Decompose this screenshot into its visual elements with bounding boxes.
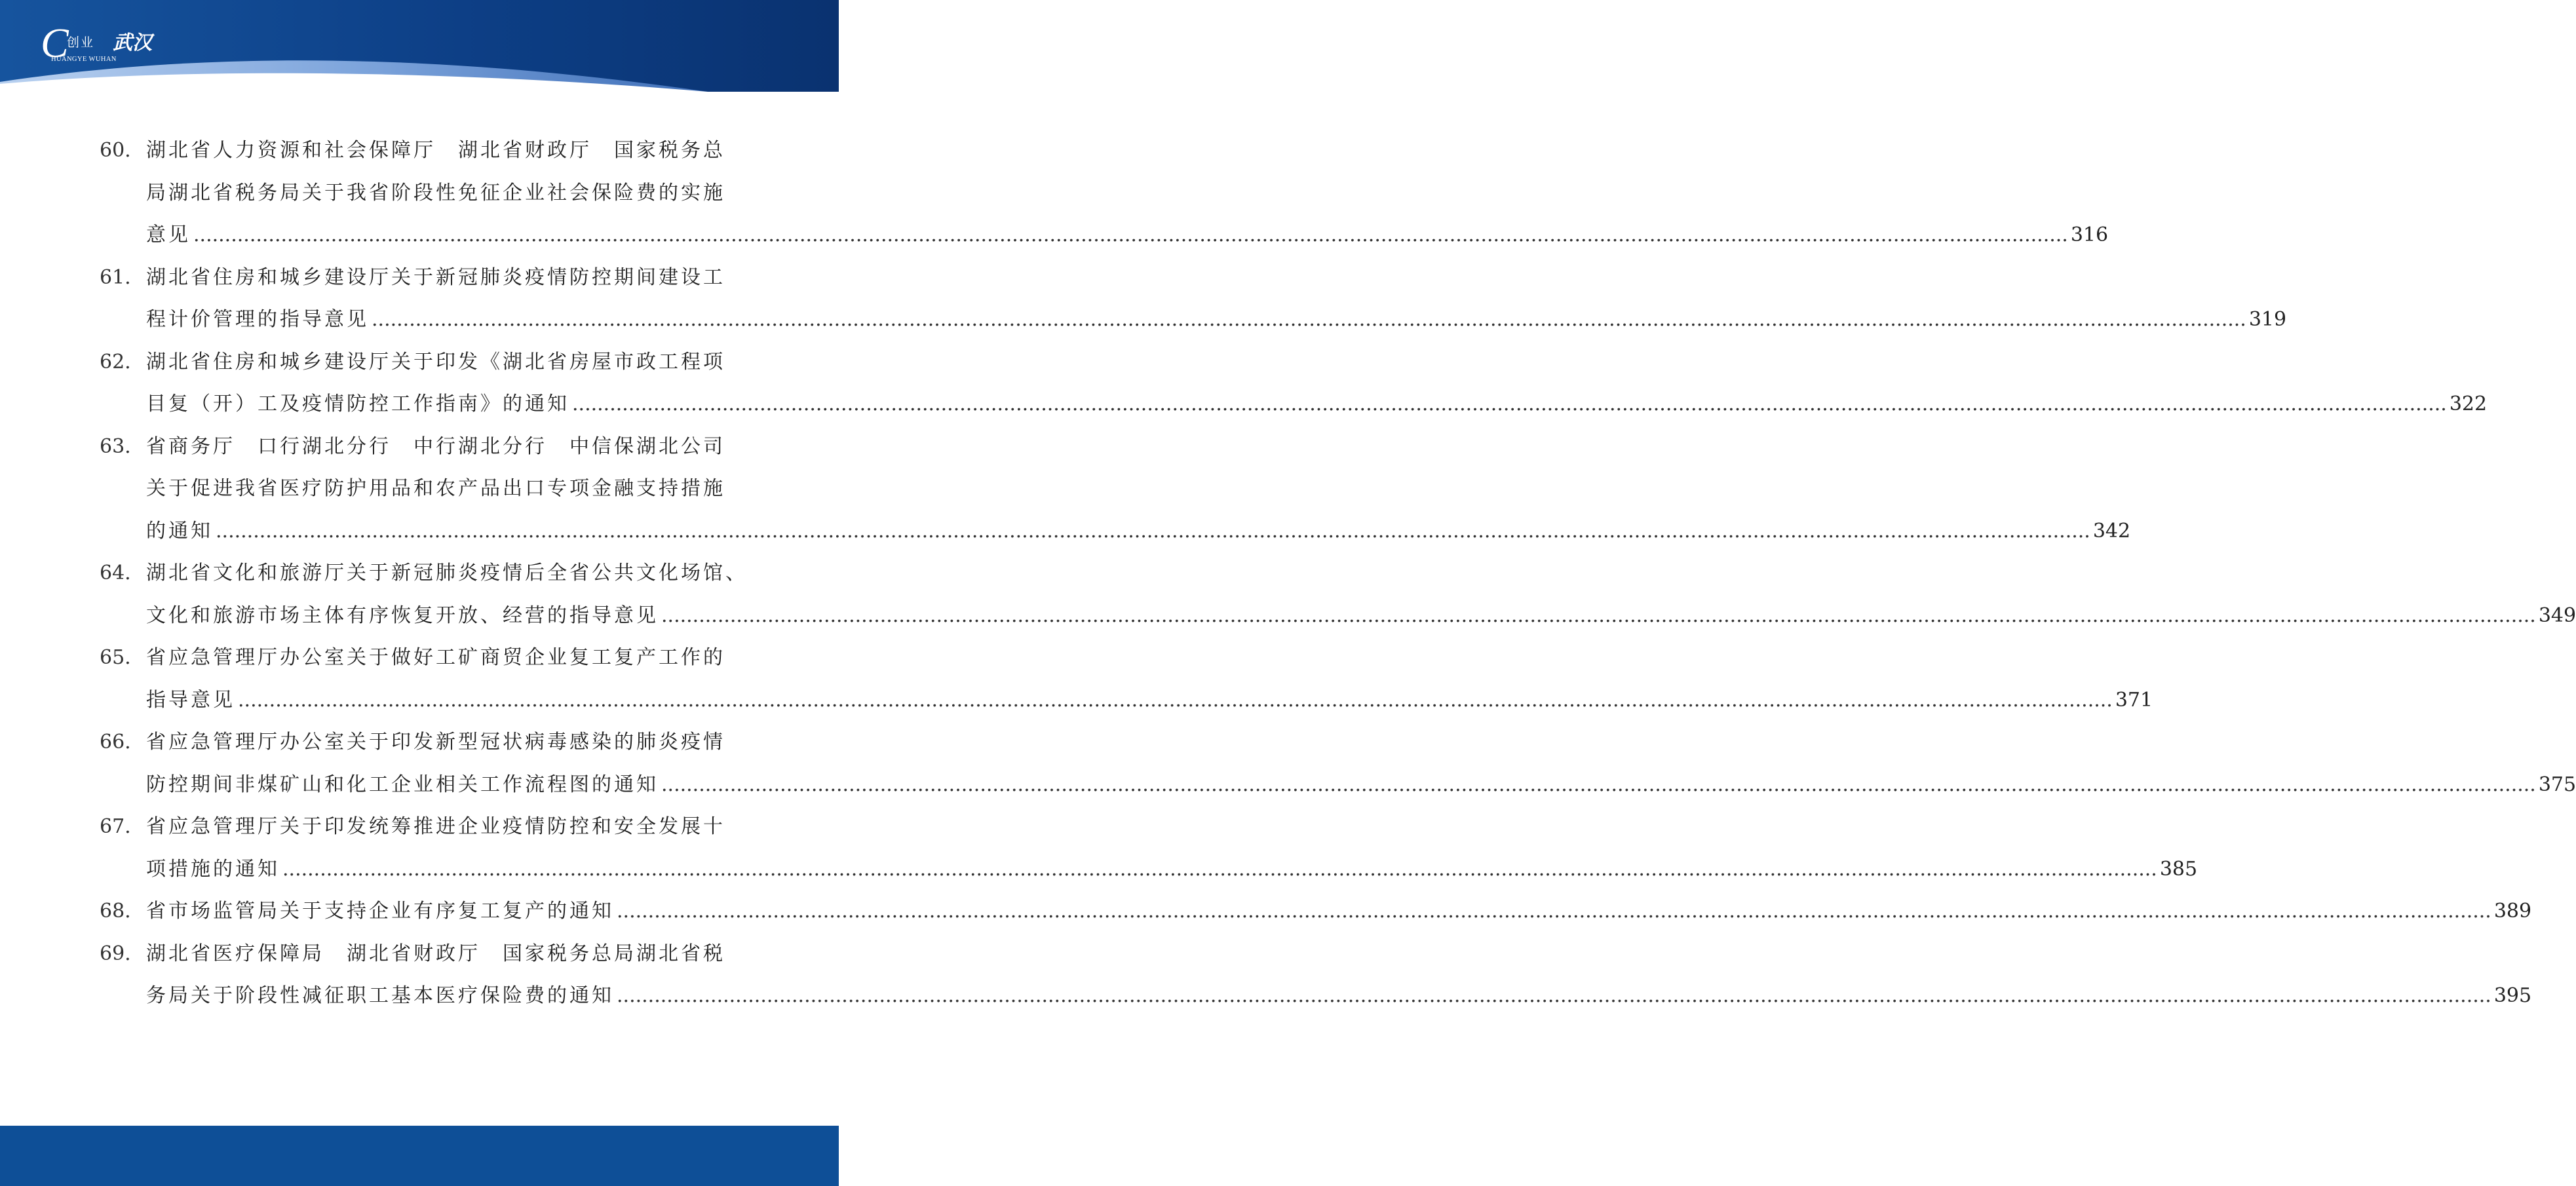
toc-entry-line — [146, 890, 2532, 933]
toc-page-number: 389 — [2493, 900, 2532, 923]
toc-page-number: 375 — [2538, 773, 2576, 796]
toc-entry-title — [146, 806, 2198, 890]
toc-entry-text: 程计价管理的指导意见 — [146, 308, 369, 331]
toc-page-number: 342 — [2092, 519, 2131, 543]
toc-entry-text: 湖北省人力资源和社会保障厅 湖北省财政厅 国家税务总 — [146, 139, 725, 162]
toc-entry-line — [146, 257, 736, 299]
toc-entry-title — [146, 130, 2109, 257]
toc-entry-line — [146, 130, 736, 172]
toc-entry-title — [146, 933, 2532, 1018]
toc-leader-dots: ............................................................................................................................................................................................................................................................................................................ — [617, 984, 2491, 1007]
toc-leader-dots: ............................................................................................................................................................................................................................................................................................................ — [216, 519, 2090, 543]
toc-page-number: 371 — [2115, 688, 2153, 712]
toc-leader-dots: ............................................................................................................................................................................................................................................................................................................ — [372, 308, 2246, 331]
toc-entry-line — [146, 341, 736, 384]
toc-entry-line — [146, 933, 736, 976]
toc-entry-line — [146, 806, 736, 849]
logo-cn-small: 创业 — [67, 35, 95, 50]
toc-leader-dots: ............................................................................................................................................................................................................................................................................................................ — [193, 223, 2068, 246]
toc-entry-line — [146, 679, 2153, 722]
toc-entry-text: 湖北省文化和旅游厅关于新冠肺炎疫情后全省公共文化场馆、 — [146, 562, 748, 584]
toc-entry-line — [146, 299, 2287, 341]
toc-entry-number: 67. — [100, 815, 131, 838]
footer-bar — [0, 1126, 839, 1186]
toc-entry-title — [146, 341, 2488, 426]
toc-entry-text: 省应急管理厅办公室关于做好工矿商贸企业复工复产工作的 — [146, 646, 725, 669]
toc-entry-text: 指导意见 — [146, 688, 235, 712]
toc-entry-line — [146, 595, 2576, 638]
toc-entry-text: 省商务厅 口行湖北分行 中行湖北分行 中信保湖北公司 — [146, 434, 725, 458]
toc-entry-line — [146, 426, 736, 469]
toc-leader-dots: ............................................................................................................................................................................................................................................................................................................ — [661, 773, 2536, 796]
toc-entry-text: 文化和旅游市场主体有序恢复开放、经营的指导意见 — [146, 603, 659, 627]
toc-entry-line — [146, 510, 2131, 553]
toc-entry-line — [146, 383, 2488, 426]
toc-entry-number: 60. — [100, 139, 131, 162]
toc-entry-text: 局湖北省税务局关于我省阶段性免征企业社会保险费的实施 — [146, 181, 725, 204]
toc-entry-text: 务局关于阶段性减征职工基本医疗保险费的通知 — [146, 984, 614, 1007]
toc-entry-text: 的通知 — [146, 519, 213, 543]
toc-entry-text: 目复（开）工及疫情防控工作指南》的通知 — [146, 392, 569, 415]
toc-entry-line — [146, 552, 748, 595]
toc-entry-text: 省市场监管局关于支持企业有序复工复产的通知 — [146, 900, 614, 923]
toc-page-number: 349 — [2538, 603, 2576, 627]
logo — [41, 20, 172, 72]
toc-entry-title — [146, 890, 2532, 933]
toc-leader-dots: ............................................................................................................................................................................................................................................................................................................ — [617, 900, 2491, 923]
toc-entry-text: 项措施的通知 — [146, 857, 280, 881]
toc-entry-number: 68. — [100, 900, 131, 923]
toc-entry-line — [146, 637, 736, 679]
toc-entry-line — [146, 764, 2576, 807]
toc-entry-number: 66. — [100, 731, 131, 754]
toc-entry-line — [146, 214, 2109, 257]
toc-page-number: 395 — [2493, 984, 2532, 1007]
logo-letter: C — [41, 20, 69, 66]
toc-entry-number: 65. — [100, 646, 131, 669]
toc-entry-number: 61. — [100, 265, 131, 289]
toc-entry-text: 意见 — [146, 223, 191, 246]
toc-entry-title — [146, 552, 2576, 637]
toc-entry-line — [146, 849, 2198, 891]
toc-entry-line — [146, 721, 736, 764]
toc-entry-line — [146, 975, 2532, 1018]
toc-leader-dots: ............................................................................................................................................................................................................................................................................................................ — [572, 392, 2447, 415]
toc-page-number: 319 — [2248, 308, 2287, 331]
logo-en: HUANGYE WUHAN — [51, 56, 117, 63]
toc-entry-title — [146, 721, 2576, 806]
toc-leader-dots: ............................................................................................................................................................................................................................................................................................................ — [282, 857, 2157, 881]
toc-entry-number: 62. — [100, 350, 131, 373]
toc-entry-text: 关于促进我省医疗防护用品和农产品出口专项金融支持措施 — [146, 477, 725, 500]
toc-entry-text: 湖北省医疗保障局 湖北省财政厅 国家税务总局湖北省税 — [146, 942, 725, 965]
toc-entry-text: 防控期间非煤矿山和化工企业相关工作流程图的通知 — [146, 773, 659, 796]
toc-entry-number: 63. — [100, 434, 131, 458]
logo-cn-big: 武汉 — [113, 31, 152, 54]
toc-entry-title — [146, 637, 2153, 721]
toc-page-number: 316 — [2070, 223, 2109, 246]
toc-entry-line — [146, 468, 736, 510]
toc-entry-title — [146, 426, 2131, 553]
toc-entry-line — [146, 172, 736, 215]
toc-entry-number: 64. — [100, 562, 131, 584]
toc-entry-text: 湖北省住房和城乡建设厅关于印发《湖北省房屋市政工程项 — [146, 350, 725, 373]
toc-entry-text: 省应急管理厅办公室关于印发新型冠状病毒感染的肺炎疫情 — [146, 731, 725, 754]
toc-page-number: 385 — [2159, 857, 2198, 881]
toc-leader-dots: ............................................................................................................................................................................................................................................................................................................ — [661, 603, 2536, 627]
toc-entry-text: 省应急管理厅关于印发统筹推进企业疫情防控和安全发展十 — [146, 815, 725, 838]
header-banner — [0, 0, 839, 92]
toc-entry-number: 69. — [100, 942, 131, 965]
toc-entry-text: 湖北省住房和城乡建设厅关于新冠肺炎疫情防控期间建设工 — [146, 265, 725, 289]
toc-page-number: 322 — [2449, 392, 2488, 415]
toc-entry-title — [146, 257, 2287, 341]
toc-leader-dots: ............................................................................................................................................................................................................................................................................................................ — [238, 688, 2113, 712]
